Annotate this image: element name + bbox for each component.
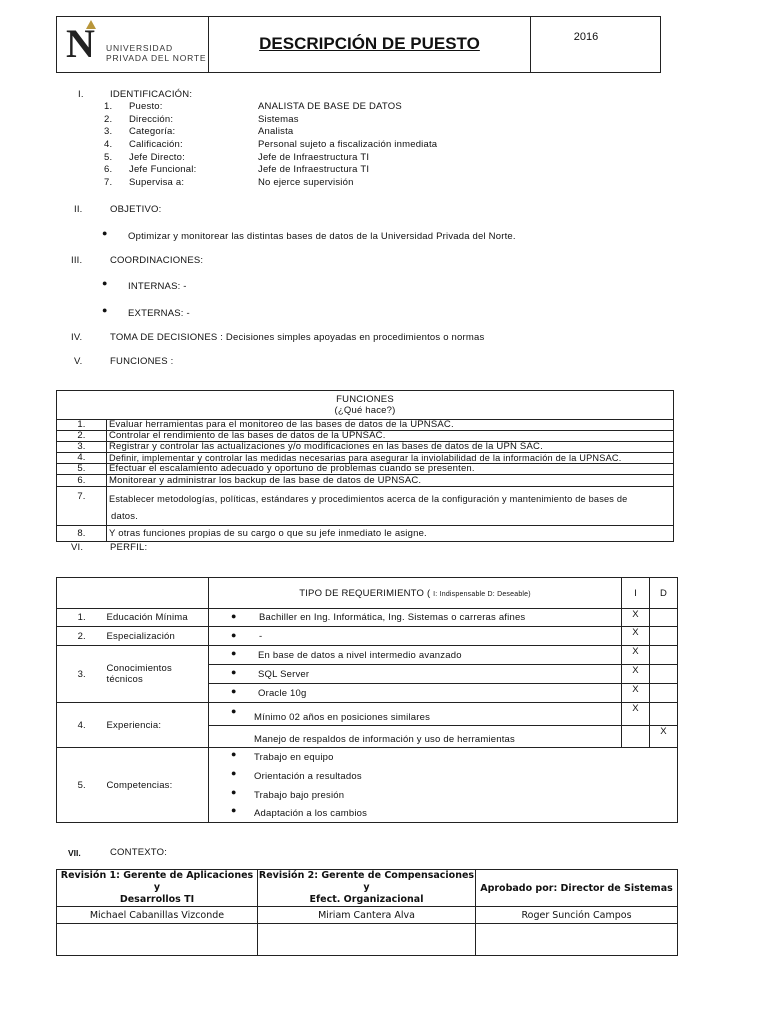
perfil-table <box>56 577 677 823</box>
bullet-icon: ● <box>231 686 237 696</box>
ident-item: 5. Jefe Directo: Jefe de Infraestructura TI <box>104 151 370 163</box>
revisor-2-name: Miriam Cantera Alva <box>258 907 476 924</box>
bullet-icon: ● <box>231 787 237 797</box>
revision-2-header: Revisión 2: Gerente de Compensaciones y Efect. Organizacional <box>258 870 475 905</box>
approval-table <box>56 869 677 956</box>
document-year: 2016 <box>573 31 599 43</box>
table-row: 3. Registrar y controlar las actualizaciones y/o modificaciones en las bases de datos de la UPN SAC. <box>57 442 674 453</box>
ident-item: 2. Dirección: Sistemas <box>104 113 299 125</box>
bullet-icon: ● <box>231 630 237 640</box>
table-row: 5. Competencias: ● Trabajo en equipo ● Orientación a resultados ● Trabajo bajo presión ● Adaptación a los cambios <box>57 748 678 823</box>
ident-item: 6. Jefe Funcional: Jefe de Infraestructura TI <box>104 164 370 176</box>
section-1-number: I. <box>78 89 84 100</box>
bullet-icon: ● <box>231 648 237 658</box>
table-row: 8. Y otras funciones propias de su cargo o que su jefe inmediato le asigne. <box>57 526 674 542</box>
table-row: 4. Definir, implementar y controlar las medidas necesarias para asegurar la inviolabilidad de la información de la UPNSAC. <box>57 453 674 464</box>
header-divider-right <box>530 16 531 73</box>
table-row: ● SQL Server X <box>57 665 678 684</box>
revision-1-header: Revisión 1: Gerente de Aplicaciones y Desarrollos TI <box>57 870 258 907</box>
bullet-icon: ● <box>102 305 108 315</box>
funciones-table-header: FUNCIONES (¿Qué hace?) <box>57 391 674 420</box>
section-3-number: III. <box>71 255 83 266</box>
section-5-number: V. <box>74 356 83 367</box>
bullet-icon: ● <box>231 667 237 677</box>
section-1-title: IDENTIFICACIÓN: <box>110 89 193 100</box>
coordinaciones-externas: EXTERNAS: - <box>128 308 190 319</box>
table-row: 3. Conocimientos técnicos ● En base de datos a nivel intermedio avanzado X <box>57 646 678 665</box>
section-4-number: IV. <box>71 332 83 343</box>
section-6-number: VI. <box>71 542 84 553</box>
signature-cell <box>57 924 258 956</box>
table-row: 2. Especialización ● - X <box>57 627 678 646</box>
bullet-icon: ● <box>231 706 237 716</box>
table-row: 7. Establecer metodologías, políticas, estándares y procedimientos acerca de la configuración y mantenimiento de bases de datos. <box>57 487 674 526</box>
table-row: 1. Evaluar herramientas para el monitoreo de las bases de datos de la UPNSAC. <box>57 420 674 431</box>
section-2-title: OBJETIVO: <box>110 204 162 215</box>
table-row: 2. Controlar el rendimiento de las bases de datos de la UPNSAC. <box>57 431 674 442</box>
table-row: 4. Experiencia: ● Mínimo 02 años en posiciones similares X <box>57 703 678 726</box>
objetivo-text: Optimizar y monitorear las distintas bases de datos de la Universidad Privada del Norte. <box>128 231 516 242</box>
bullet-icon: ● <box>231 805 237 815</box>
revisor-1-name: Michael Cabanillas Vizconde <box>57 907 258 924</box>
section-6-title: PERFIL: <box>110 542 148 553</box>
bullet-icon: ● <box>231 611 237 621</box>
section-2-number: II. <box>74 204 83 215</box>
ident-item: 3. Categoría: Analista <box>104 126 294 138</box>
section-7-title: CONTEXTO: <box>110 847 168 858</box>
table-row: 1. Educación Mínima ● Bachiller en Ing. Informática, Ing. Sistemas o carreras afines X <box>57 609 678 627</box>
university-logo <box>64 20 207 70</box>
section-4-title: TOMA DE DECISIONES : Decisiones simples apoyadas en procedimientos o normas <box>110 332 485 343</box>
logo-text-line1: UNIVERSIDAD <box>106 43 173 53</box>
bullet-icon: ● <box>102 228 108 238</box>
funciones-table <box>56 390 673 542</box>
table-row: 6. Monitorear y administrar los backup de las base de datos de UPNSAC. <box>57 475 674 487</box>
section-7-number: VII. <box>68 848 81 858</box>
ident-item: 7. Supervisa a: No ejerce supervisión <box>104 177 354 189</box>
page-title: DESCRIPCIÓN DE PUESTO <box>259 34 480 53</box>
ident-item: 4. Calificación: Personal sujeto a fiscalización inmediata <box>104 139 438 151</box>
signature-cell <box>258 924 476 956</box>
table-row: Manejo de respaldos de información y uso de herramientas X <box>57 726 678 748</box>
bullet-icon: ● <box>231 768 237 778</box>
ident-item: 1. Puesto: ANALISTA DE BASE DE DATOS <box>104 101 402 112</box>
section-5-title: FUNCIONES : <box>110 356 174 367</box>
signature-cell <box>476 924 678 956</box>
bullet-icon: ● <box>231 749 237 759</box>
perfil-table-header: TIPO DE REQUERIMIENTO ( I: Indispensable D: Deseable) I D <box>57 578 678 609</box>
section-3-title: COORDINACIONES: <box>110 255 204 266</box>
approver-name: Roger Sunción Campos <box>476 907 678 924</box>
table-row: 5. Efectuar el escalamiento adecuado y oportuno de problemas cuando se presenten. <box>57 464 674 475</box>
table-row: ● Oracle 10g X <box>57 684 678 703</box>
logo-text-line2: PRIVADA DEL NORTE <box>106 53 207 63</box>
coordinaciones-internas: INTERNAS: - <box>128 281 187 292</box>
approval-header: Aprobado por: Director de Sistemas <box>476 870 678 907</box>
bullet-icon: ● <box>102 278 108 288</box>
logo-letter: N <box>66 21 95 66</box>
identificacion-list <box>104 101 564 190</box>
